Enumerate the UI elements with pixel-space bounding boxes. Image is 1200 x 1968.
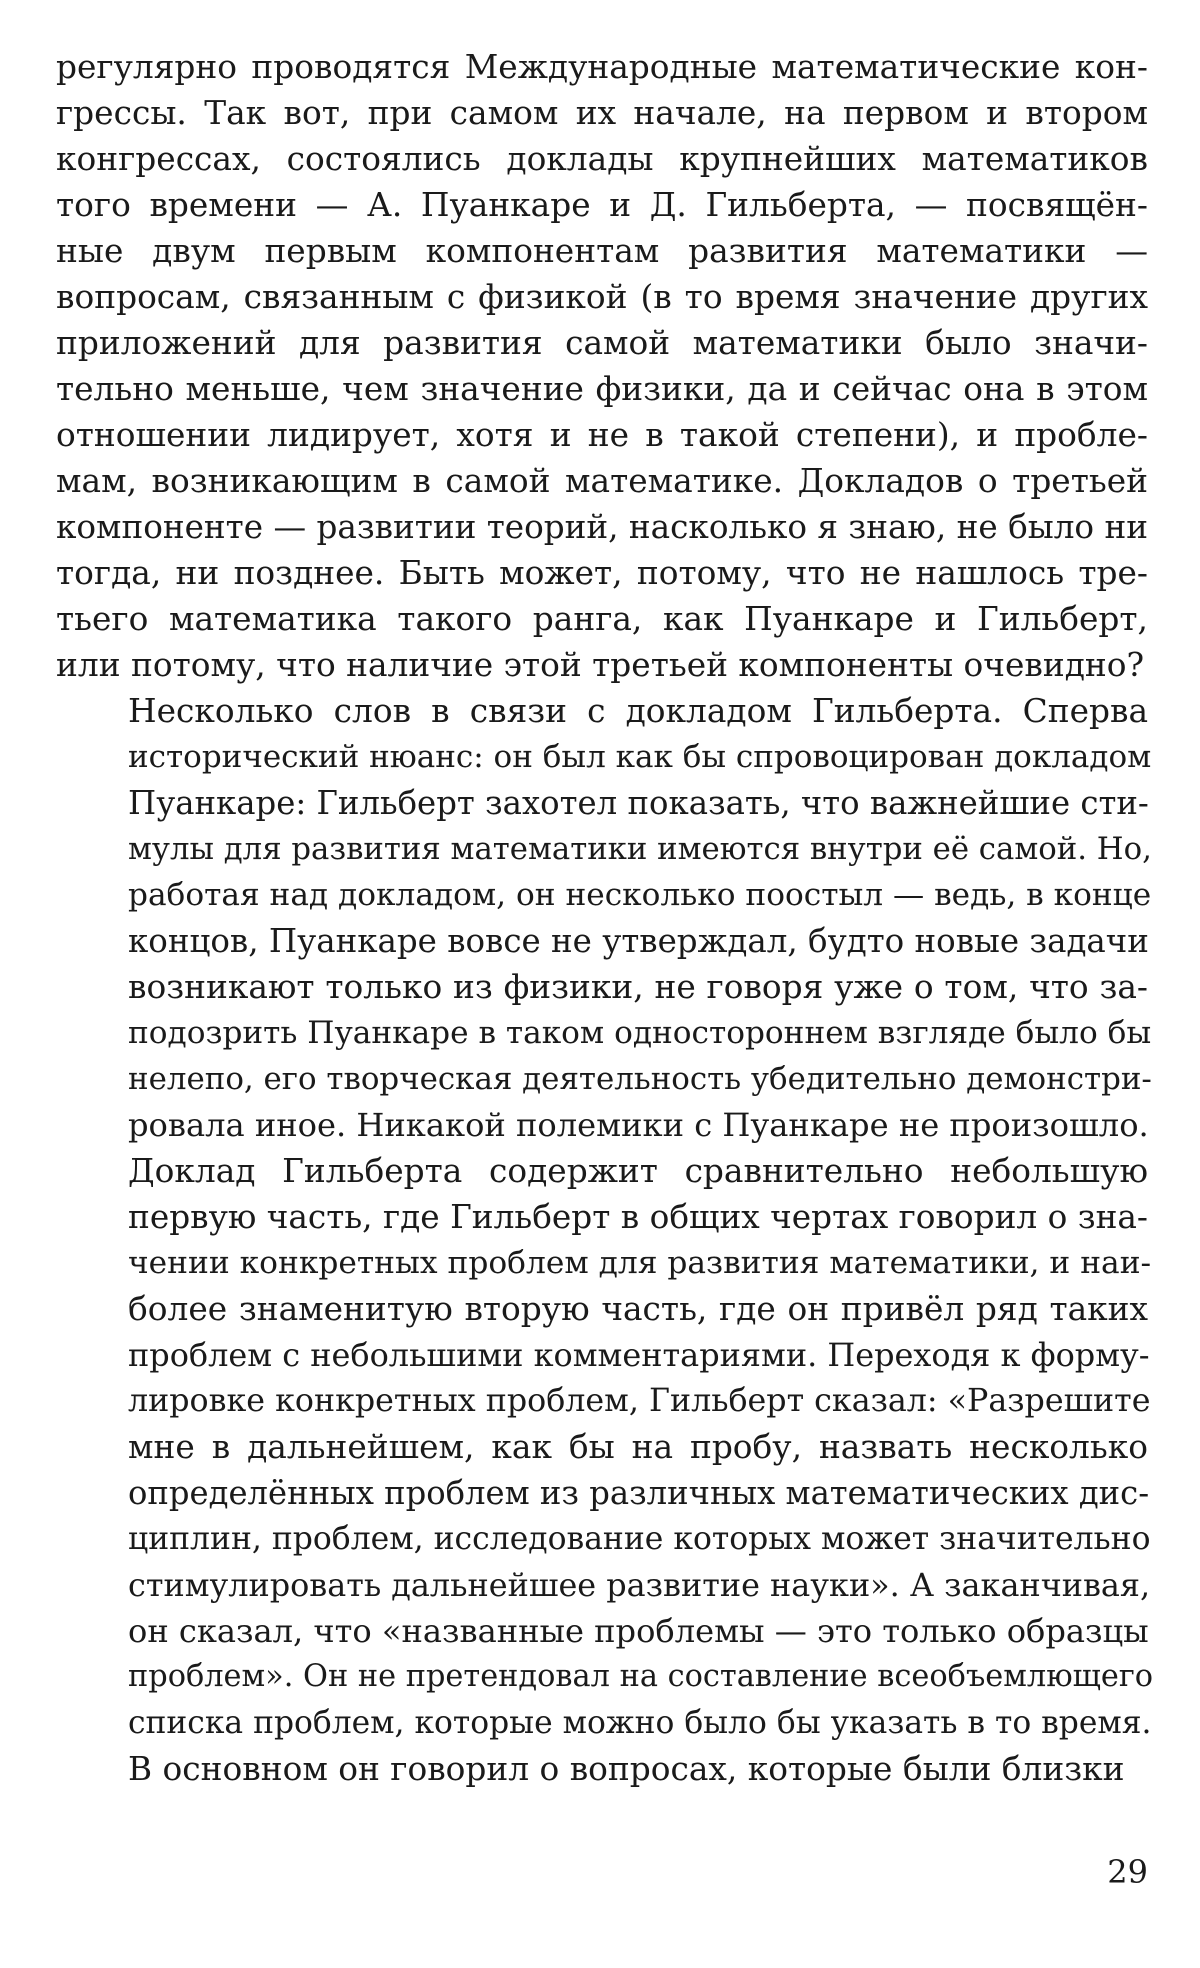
text-line: компоненте — развитии теорий, насколько я знаю, не было ни xyxy=(56,508,1148,546)
text-line: конгрессах, состоялись доклады крупнейших математиков xyxy=(56,140,1148,178)
text-line: Доклад Гильберта содержит сравнительно небольшую xyxy=(128,1152,1148,1190)
paragraph-1 xyxy=(56,44,1148,688)
text-line: проблем». Он не претендовал на составление всеобъемлющего xyxy=(128,1659,1154,1694)
text-line: того времени — А. Пуанкаре и Д. Гильберта, — посвящён- xyxy=(56,186,1148,224)
text-line: первую часть, где Гильберт в общих чертах говорил о зна- xyxy=(128,1198,1148,1236)
text-line: мне в дальнейшем, как бы на пробу, назвать несколько xyxy=(128,1428,1148,1466)
text-line: он сказал, что «названные проблемы — это только образцы xyxy=(128,1612,1149,1650)
paragraph-3 xyxy=(56,1148,1154,1792)
text-line: мулы для развития математики имеются внутри её самой. Но, xyxy=(128,831,1152,867)
text-line: мам, возникающим в самой математике. Докладов о третьей xyxy=(56,462,1148,500)
page-number: 29 xyxy=(1107,1853,1148,1891)
text-line: тогда, ни позднее. Быть может, потому, что не нашлось тре- xyxy=(56,554,1148,592)
text-line: стимулировать дальнейшее развитие науки». А заканчивая, xyxy=(128,1566,1151,1604)
text-line: проблем с небольшими комментариями. Переходя к форму- xyxy=(128,1336,1150,1374)
text-line: возникают только из физики, не говоря уже о том, что за- xyxy=(128,968,1148,1006)
text-line: тьего математика такого ранга, как Пуанкаре и Гильберт, xyxy=(56,600,1148,638)
text-line: Пуанкаре: Гильберт захотел показать, что важнейшие сти- xyxy=(128,784,1149,822)
text-line: лировке конкретных проблем, Гильберт сказал: «Разрешите xyxy=(128,1383,1151,1419)
text-line: работая над докладом, он несколько поостыл — ведь, в конце xyxy=(128,877,1152,913)
text-line: чении конкретных проблем для развития математики, и наи- xyxy=(128,1245,1152,1281)
text-line: подозрить Пуанкаре в таком одностороннем взгляде было бы xyxy=(128,1015,1152,1051)
text-line: регулярно проводятся Международные математические кон- xyxy=(56,48,1148,86)
text-line: списка проблем, которые можно было бы указать в то время. xyxy=(128,1705,1152,1741)
text-line: ровала иное. Никакой полемики с Пуанкаре не произошло. xyxy=(128,1106,1149,1144)
text-line: определённых проблем из различных математических дис- xyxy=(128,1474,1150,1512)
text-line: исторический нюанс: он был как бы спровоцирован докладом xyxy=(128,739,1152,775)
text-line: или потому, что наличие этой третьей компоненты очевидно? xyxy=(56,646,1145,684)
text-line: приложений для развития самой математики было значи- xyxy=(56,324,1148,362)
body-text xyxy=(56,44,1154,1792)
text-line: отношении лидирует, хотя и не в такой степени), и пробле- xyxy=(56,416,1148,454)
text-line: ные двум первым компонентам развития математики — xyxy=(56,232,1148,270)
text-line: Несколько слов в связи с докладом Гильберта. Сперва xyxy=(128,692,1148,730)
paragraph-2 xyxy=(56,688,1152,1148)
text-line: вопросам, связанным с физикой (в то время значение других xyxy=(56,278,1148,316)
text-line: грессы. Так вот, при самом их начале, на первом и втором xyxy=(56,94,1148,132)
text-line: более знаменитую вторую часть, где он привёл ряд таких xyxy=(128,1290,1148,1328)
text-line: В основном он говорил о вопросах, которые были близки xyxy=(128,1750,1125,1788)
book-page xyxy=(56,44,1154,1924)
text-line: нелепо, его творческая деятельность убедительно демонстри- xyxy=(128,1061,1152,1097)
text-line: циплин, проблем, исследование которых может значительно xyxy=(128,1521,1151,1557)
text-line: концов, Пуанкаре вовсе не утверждал, будто новые задачи xyxy=(128,922,1149,960)
text-line: тельно меньше, чем значение физики, да и сейчас она в этом xyxy=(56,370,1148,408)
